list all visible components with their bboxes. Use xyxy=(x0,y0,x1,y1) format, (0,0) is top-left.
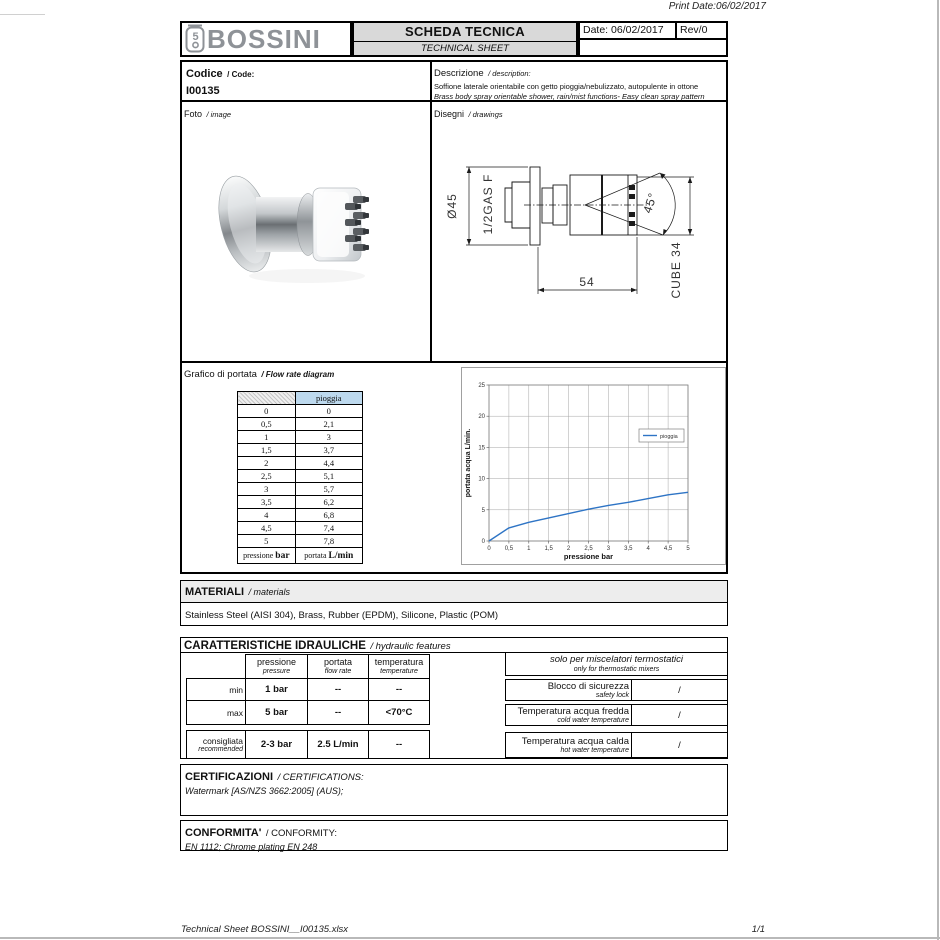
footer-page-number: 1/1 xyxy=(751,924,765,935)
flow-value-cell: 7,4 xyxy=(295,522,362,535)
flow-value-cell: 4,4 xyxy=(295,457,362,470)
technical-drawing xyxy=(432,116,726,360)
flow-table-row xyxy=(238,470,363,483)
rec-temperature-value: -- xyxy=(369,731,430,759)
flow-rate-table xyxy=(237,391,363,564)
chart-x-tick-label: 0,5 xyxy=(504,546,514,552)
chart-y-tick-label: 10 xyxy=(478,476,485,483)
pressure-value-cell: 2,5 xyxy=(238,470,296,483)
certifications-title: CERTIFICAZIONI xyxy=(185,771,273,783)
chart-y-tick-label: 25 xyxy=(478,383,485,389)
code-label-en: / Code: xyxy=(227,70,255,79)
flow-value-cell: 6,2 xyxy=(295,496,362,509)
flow-table-row xyxy=(238,483,363,496)
dim-length: 54 xyxy=(579,275,595,289)
dim-diameter: Ø45 xyxy=(445,193,459,219)
thermo-header-cell: solo per miscelatori termostatici only for thermostatic mixers xyxy=(506,653,728,676)
hydraulic-row-max xyxy=(187,701,430,725)
chart-x-tick-label: 5 xyxy=(686,546,690,552)
flow-value-cell: 7,8 xyxy=(295,535,362,548)
code-value: I00135 xyxy=(186,85,220,97)
pressure-value-cell: 4 xyxy=(238,509,296,522)
flow-section-label: Grafico di portata / Flow rate diagram xyxy=(184,369,335,380)
materials-title: MATERIALI xyxy=(185,586,245,598)
thermo-row-hot-water xyxy=(506,733,728,758)
chart-x-tick-label: 2 xyxy=(566,546,571,552)
chart-x-tick-label: 1,5 xyxy=(544,546,553,552)
flow-table-row xyxy=(238,405,363,418)
flow-footer-flow-cell: portata L/min xyxy=(295,548,362,564)
thermo-value-hot-water: / xyxy=(632,733,728,758)
print-date: Print Date:06/02/2017 xyxy=(668,1,766,12)
conformity-content: EN 1112; Chrome plating EN 248 xyxy=(185,842,318,852)
hydraulic-row-min xyxy=(187,679,430,701)
svg-text:5: 5 xyxy=(192,31,199,43)
hydraulic-title-en: / hydraulic features xyxy=(370,641,451,652)
photo-label: Foto / image xyxy=(184,109,232,119)
chart-x-axis-title: pressione bar xyxy=(563,552,614,561)
max-flow-value: -- xyxy=(308,701,369,725)
pressure-value-cell: 2 xyxy=(238,457,296,470)
chart-x-tick-label: 3,5 xyxy=(624,546,633,552)
hydraulic-corner-cell xyxy=(187,655,246,679)
flow-table-row xyxy=(238,509,363,522)
page-edge-topleft xyxy=(0,14,45,15)
chart-x-tick-label: 2,5 xyxy=(584,546,593,552)
hydraulic-row-recommended xyxy=(187,731,430,759)
chart-y-tick-label: 15 xyxy=(478,445,485,452)
min-temperature-value: -- xyxy=(369,679,430,701)
pressure-value-cell: 0,5 xyxy=(238,418,296,431)
flow-value-cell: 6,8 xyxy=(295,509,362,522)
conformity-title: CONFORMITA' xyxy=(185,827,262,839)
hydraulic-col-temperature: temperatura temperature xyxy=(369,655,430,679)
description-label-en: / description: xyxy=(488,69,531,78)
hydraulic-title: CARATTERISTICHE IDRAULICHE xyxy=(184,640,366,652)
logo-text: BOSSINI xyxy=(207,24,321,54)
flow-table-footer-row xyxy=(238,548,363,564)
rec-pressure-value: 2-3 bar xyxy=(246,731,308,759)
rec-flow-value: 2.5 L/min xyxy=(308,731,369,759)
thermo-label-hot-water: Temperatura acqua calda hot water temperature xyxy=(506,733,632,758)
thermo-label-cold-water: Temperatura acqua fredda cold water temperature xyxy=(506,705,632,726)
materials-box xyxy=(180,580,728,626)
flow-value-cell: 3,7 xyxy=(295,444,362,457)
dim-thread: 1/2GAS F xyxy=(481,173,495,235)
max-temperature-value: <70°C xyxy=(369,701,430,725)
flow-table-row xyxy=(238,457,363,470)
conformity-title-en: / CONFORMITY: xyxy=(265,828,338,839)
chart-y-axis-title: portata acqua L/min. xyxy=(465,428,472,498)
materials-title-en: / materials xyxy=(248,587,291,597)
pressure-value-cell: 3,5 xyxy=(238,496,296,509)
certifications-box xyxy=(180,764,728,816)
row-label-recommended: consigliata recommended xyxy=(187,731,246,759)
materials-content: Stainless Steel (AISI 304), Brass, Rubber (EPDM), Silicone, Plastic (POM) xyxy=(185,610,499,621)
chart-x-tick-label: 4,5 xyxy=(663,546,673,552)
page-edge-bottom xyxy=(0,937,940,939)
chart-x-tick-label: 1 xyxy=(527,546,531,552)
thermostatic-table xyxy=(505,652,728,758)
date-label: Date: 06/02/2017 xyxy=(580,23,677,38)
flow-table-row xyxy=(238,431,363,444)
max-pressure-value: 5 bar xyxy=(246,701,308,725)
chart-x-tick-label: 3 xyxy=(606,546,611,552)
footer-filename: Technical Sheet BOSSINI__I00135.xlsx xyxy=(181,924,349,935)
hydraulic-col-pressure: pressione pressure xyxy=(246,655,308,679)
dim-angle: 45° xyxy=(640,190,661,215)
chart-x-tick-label: 4 xyxy=(646,546,650,552)
pressure-value-cell: 3 xyxy=(238,483,296,496)
flow-header-pioggia-cell: pioggia xyxy=(295,392,362,405)
rev-label: Rev/0 xyxy=(680,24,708,36)
conformity-box xyxy=(180,820,728,851)
title-box xyxy=(352,21,578,57)
chart-x-tick-label: 0 xyxy=(487,546,491,552)
sheet-title: SCHEDA TECNICA xyxy=(404,24,525,39)
pressure-value-cell: 1,5 xyxy=(238,444,296,457)
flow-table-row xyxy=(238,535,363,548)
flow-value-cell: 5,7 xyxy=(295,483,362,496)
flow-header-hatch-cell xyxy=(238,392,296,405)
thermo-value-cold-water: / xyxy=(632,705,728,726)
chart-y-tick-label: 5 xyxy=(481,507,485,514)
description-label: Descrizione xyxy=(434,68,484,79)
flow-footer-pressure-cell: pressione bar xyxy=(238,548,296,564)
date-rev-box xyxy=(578,21,728,57)
thermo-row-safety-lock xyxy=(506,680,728,701)
flow-table-row xyxy=(238,444,363,457)
row-label-min: min xyxy=(187,679,246,701)
flow-chart-frame xyxy=(461,367,726,565)
certifications-title-en: / CERTIFICATIONS: xyxy=(277,772,364,783)
flow-table-row xyxy=(238,418,363,431)
pressure-value-cell: 0 xyxy=(238,405,296,418)
thermo-header-row xyxy=(506,653,728,676)
page-edge-right xyxy=(937,0,939,940)
chart-y-tick-label: 20 xyxy=(478,414,485,421)
pressure-value-cell: 4,5 xyxy=(238,522,296,535)
drawings-label: Disegni / drawings xyxy=(434,109,503,119)
code-label: Codice xyxy=(186,68,223,80)
logo-box xyxy=(180,21,352,57)
flow-table-header-row xyxy=(238,392,363,405)
thermo-value-safety-lock: / xyxy=(632,680,728,701)
flow-value-cell: 3 xyxy=(295,431,362,444)
product-photo xyxy=(187,118,427,353)
min-flow-value: -- xyxy=(308,679,369,701)
flow-value-cell: 2,1 xyxy=(295,418,362,431)
certifications-content: Watermark [AS/NZS 3662:2005] (AUS); xyxy=(185,786,344,796)
pressure-value-cell: 1 xyxy=(238,431,296,444)
bossini-emblem-icon xyxy=(185,24,207,54)
hydraulic-table xyxy=(186,654,430,759)
description-line-en: Brass body spray orientable shower, rain/mist functions- Easy clean spray pattern xyxy=(434,92,705,101)
thermo-label-safety-lock: Blocco di sicurezza safety lock xyxy=(506,680,632,701)
flow-table-row xyxy=(238,496,363,509)
dim-cube: CUBE 34 xyxy=(669,241,683,299)
pressure-value-cell: 5 xyxy=(238,535,296,548)
flow-value-cell: 5,1 xyxy=(295,470,362,483)
flow-table-row xyxy=(238,522,363,535)
hydraulic-col-flow: portata flow rate xyxy=(308,655,369,679)
sheet-subtitle: TECHNICAL SHEET xyxy=(421,43,509,54)
description-line-it: Soffione laterale orientabile con getto pioggia/nebulizzato, autopulente in ottone xyxy=(434,82,699,91)
flow-value-cell: 0 xyxy=(295,405,362,418)
flow-table-body xyxy=(238,405,363,548)
min-pressure-value: 1 bar xyxy=(246,679,308,701)
code-cell xyxy=(186,64,254,97)
chart-y-tick-label: 0 xyxy=(481,539,485,545)
flow-chart xyxy=(462,368,725,564)
chart-legend-label: pioggia xyxy=(660,433,678,440)
thermo-row-cold-water xyxy=(506,705,728,726)
hydraulic-header-row xyxy=(187,655,430,679)
row-label-max: max xyxy=(187,701,246,725)
description-cell xyxy=(434,63,724,102)
